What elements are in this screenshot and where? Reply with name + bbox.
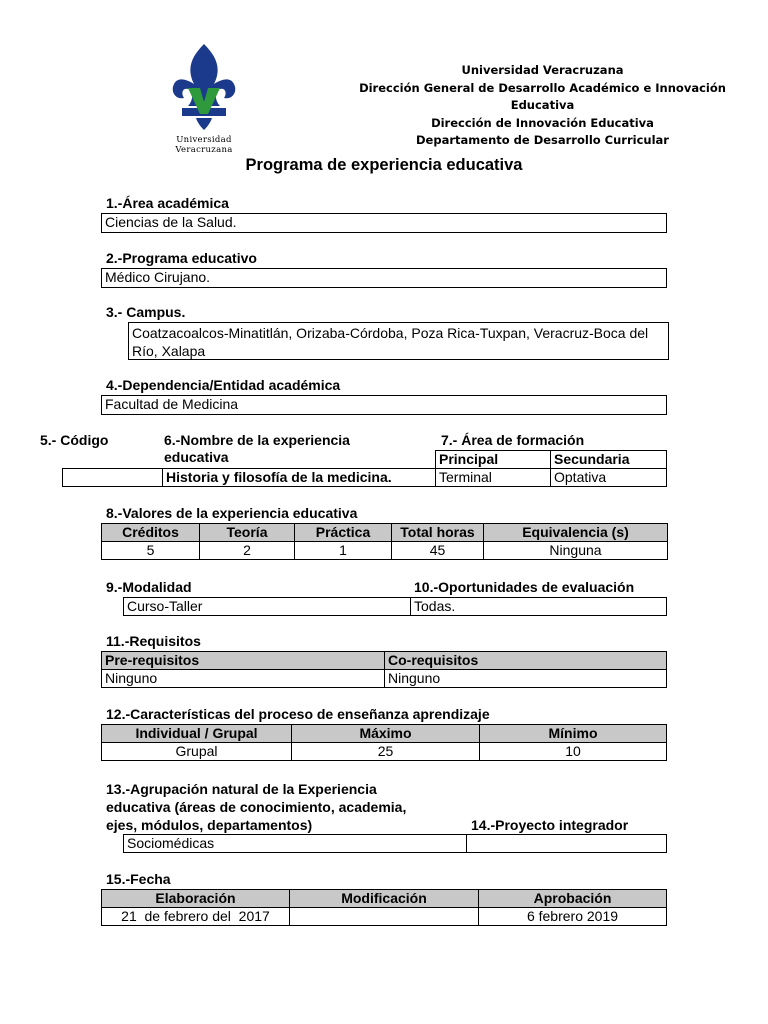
header-minimo: Mínimo (480, 725, 667, 743)
cell-nombre-ee: Historia y filosofía de la medicina. (163, 469, 436, 487)
table-caracteristicas (101, 724, 667, 761)
header-equivalencia: Equivalencia (s) (484, 524, 668, 542)
cell-pre-requisitos: Ninguno (102, 670, 385, 688)
header-elaboracion: Elaboración (102, 890, 290, 908)
cell-creditos: 5 (102, 542, 200, 560)
label-codigo: 5.- Código (40, 432, 109, 448)
cell-oportunidades: Todas. (411, 598, 667, 616)
header-line-1: Universidad Veracruzana (461, 63, 624, 77)
label-nombre-ee: 6.-Nombre de la experiencia educativa (164, 432, 350, 465)
cell-equivalencia: Ninguna (484, 542, 668, 560)
label-modalidad: 9.-Modalidad (106, 579, 192, 595)
header-maximo: Máximo (292, 725, 480, 743)
cell-individual-grupal: Grupal (102, 743, 292, 761)
label-agrupacion (106, 780, 406, 834)
label-proyecto-integrador: 14.-Proyecto integrador (471, 817, 629, 833)
cell-co-requisitos: Ninguno (385, 670, 667, 688)
cell-teoria: 2 (200, 542, 295, 560)
header-modificacion: Modificación (290, 890, 479, 908)
table-fecha (101, 889, 667, 926)
cell-codigo (63, 469, 163, 487)
university-logo (148, 42, 260, 155)
label-agrupacion-line-3: ejes, módulos, departamentos) (106, 817, 313, 833)
field-area-academica: Ciencias de la Salud. (101, 213, 667, 233)
header-co-requisitos: Co-requisitos (385, 652, 667, 670)
label-requisitos: 11.-Requisitos (106, 633, 201, 649)
label-oportunidades: 10.-Oportunidades de evaluación (414, 579, 635, 595)
label-fecha: 15.-Fecha (106, 871, 171, 887)
cell-total-horas: 45 (392, 542, 484, 560)
table-area-formacion (435, 450, 667, 487)
cell-elaboracion: 21 de febrero del 2017 (102, 908, 290, 926)
label-programa-educativo: 2.-Programa educativo (106, 250, 257, 266)
header-practica: Práctica (295, 524, 392, 542)
logo-caption: Universidad Veracruzana (175, 135, 233, 155)
cell-secundaria: Optativa (551, 469, 667, 487)
cell-maximo: 25 (292, 743, 480, 761)
label-caracteristicas: 12.-Características del proceso de enseñanza aprendizaje (106, 706, 490, 722)
label-area-formacion: 7.- Área de formación (441, 432, 585, 448)
table-valores (101, 523, 668, 560)
page-title: Programa de experiencia educativa (245, 156, 523, 174)
header-aprobacion: Aprobación (479, 890, 667, 908)
cell-principal: Terminal (436, 469, 551, 487)
field-campus: Coatzacoalcos-Minatitlán, Orizaba-Córdoba, Poza Rica-Tuxpan, Veracruz-Boca del Río, Xalapa (128, 322, 669, 360)
header-individual-grupal: Individual / Grupal (102, 725, 292, 743)
table-agrupacion (123, 834, 667, 853)
header-line-2: Dirección General de Desarrollo Académico e Innovación Educativa (359, 80, 726, 112)
cell-practica: 1 (295, 542, 392, 560)
cell-aprobacion: 6 febrero 2019 (479, 908, 667, 926)
label-valores: 8.-Valores de la experiencia educativa (106, 505, 358, 521)
cell-agrupacion: Sociomédicas (124, 835, 467, 853)
table-codigo-nombre (62, 468, 436, 487)
header-creditos: Créditos (102, 524, 200, 542)
cell-modalidad: Curso-Taller (124, 598, 411, 616)
cell-modificacion (290, 908, 479, 926)
header-line-4: Departamento de Desarrollo Curricular (416, 133, 669, 147)
header-total-horas: Total horas (392, 524, 484, 542)
table-modalidad (123, 597, 667, 616)
label-agrupacion-line-1: 13.-Agrupación natural de la Experiencia (106, 781, 377, 797)
header-teoria: Teoría (200, 524, 295, 542)
header-principal: Principal (436, 451, 551, 469)
header-pre-requisitos: Pre-requisitos (102, 652, 385, 670)
fleur-de-lis-icon (148, 42, 260, 130)
label-dependencia: 4.-Dependencia/Entidad académica (106, 377, 341, 393)
cell-proyecto-integrador (467, 835, 667, 853)
header-line-3: Dirección de Innovación Educativa (431, 115, 654, 130)
table-requisitos (101, 651, 667, 688)
label-campus: 3.- Campus. (106, 304, 186, 320)
field-programa-educativo: Médico Cirujano. (101, 268, 667, 288)
header-institution (340, 62, 745, 150)
label-agrupacion-line-2: educativa (áreas de conocimiento, academia, (106, 799, 407, 815)
header-secundaria: Secundaria (551, 451, 667, 469)
cell-minimo: 10 (480, 743, 667, 761)
field-dependencia: Facultad de Medicina (101, 395, 667, 415)
label-area-academica: 1.-Área académica (106, 195, 229, 211)
